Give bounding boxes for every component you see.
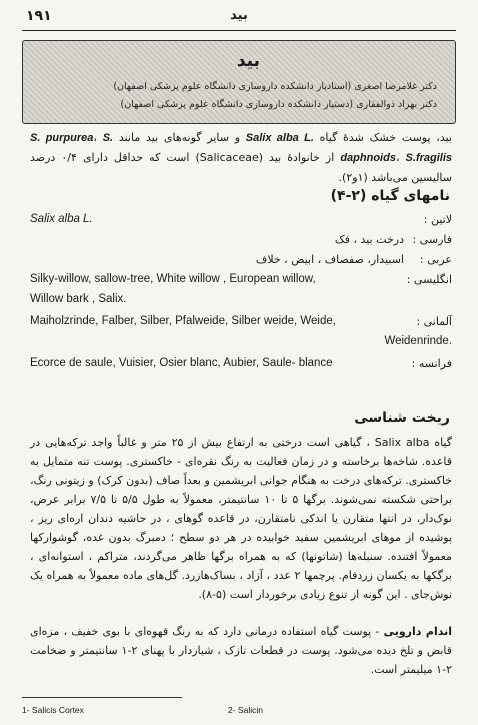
intro-text-2: و سایر گونه‌های بید مانند bbox=[118, 131, 241, 144]
names-heading: نامهای گیاه (۲-۴) bbox=[330, 188, 450, 204]
latin-label: لاتین : bbox=[423, 213, 452, 226]
drug-part-paragraph bbox=[30, 622, 452, 679]
drug-part-text: - پوست گیاه استفاده درمانی دارد که به رنگ قهوه‌ای با بوی خفیف ، مزه‌ای قابض و تلخ دیده می‌شود. پوست در قطعات نازک ، شیاردار با پهنای ۲-۱ سانتیمتر و ضخامت ۲-۱ میلیمتر است. bbox=[30, 625, 452, 676]
french-name-row bbox=[30, 357, 452, 375]
page-number: ۱۹۱ bbox=[26, 8, 52, 24]
latin-value: Salix alba L. bbox=[30, 213, 93, 225]
english-value-2: Willow bark , Salix. bbox=[30, 293, 127, 305]
persian-name-row bbox=[30, 233, 452, 251]
footnote-2: 2- Salicin bbox=[228, 705, 263, 715]
intro-text-3: از خانوادهٔ بید (Salicaceae) است که حداقل دارای ۰/۴ درصد سالیسین bbox=[30, 151, 452, 184]
intro-text-4: می‌باشد (۱و۲). bbox=[338, 171, 408, 184]
intro-paragraph bbox=[30, 128, 452, 187]
french-label: فرانسه : bbox=[411, 357, 452, 370]
persian-value: درخت بید ، فک bbox=[334, 233, 404, 246]
page-header bbox=[22, 8, 456, 31]
intro-separator-2: ، bbox=[395, 151, 400, 164]
intro-separator-1: ، bbox=[93, 131, 97, 144]
chapter-title-box bbox=[22, 40, 456, 124]
author-line-1: دکتر غلامرضا اصغری (استادیار دانشکده داروسازی دانشگاه علوم پزشکی اصفهان) bbox=[113, 81, 437, 92]
footnote-1: 1- Salicis Cortex bbox=[22, 705, 84, 715]
german-value-1: Maiholzrinde, Falber, Silber, Pfalweide, Silber weide, Weide, bbox=[30, 315, 336, 327]
persian-label: فارسی : bbox=[412, 233, 452, 246]
arabic-name-row bbox=[30, 253, 452, 271]
german-name-row-2 bbox=[30, 335, 452, 353]
arabic-label: عربی : bbox=[419, 253, 452, 266]
species-salix-alba: Salix alba L. bbox=[245, 132, 314, 144]
drug-part-label: اندام دارویی bbox=[383, 625, 453, 638]
latin-name-row bbox=[30, 213, 452, 231]
english-label: انگلیسی : bbox=[406, 273, 452, 286]
german-value-2: Weidenrinde. bbox=[384, 335, 452, 347]
english-value-1: Silky-willow, sallow-tree, White willow , European willow, bbox=[30, 273, 316, 285]
species-abbrev: S. bbox=[102, 132, 114, 144]
german-label: آلمانی : bbox=[416, 315, 452, 328]
running-title: بید bbox=[230, 8, 248, 23]
chapter-title: بید bbox=[236, 51, 260, 71]
french-value: Ecorce de saule, Vuisier, Osier blanc, Aubier, Saule- blance bbox=[30, 357, 333, 369]
morphology-paragraph: گیاه Salix alba ، گیاهی است درختی به ارتفاع بیش از ۲۵ متر و غالباً واجد ترکه‌هایی در قاعده. شاخه‌ها برخاسته و در زمان فعالیت به رنگ نقره‌ای - خاکستری. پوست تنه متمایل به خاکستری. ترکه‌های درخت به هنگام جوانی ابریشمین و بعداً صاف (بدون کرک) و زیتونی رنگ، براحتی شکسته نمی‌شوند. برگها ۵ تا ۱۰ سانتیمتر، معمولاً به طول ۵/۵ تا ۷/۵ برابر عرض، نوک‌دار، در انتها متقارن یا اندکی نامتقارن، در قاعده گوهای ، در حاشیه دندان اره‌ای ریز ، پوشیده از موهای ابریشمین سفید خوابیده در هر دو سطح ؛ دمبرگ بدون غده، گوشوارکها معمولاً افتنده. سنبله‌ها (شاتونها) که به همراه برگها ظاهر می‌گردند، متراکم ، استوانه‌ای ، برگکها به یکسان زردفام. پرچمها ۲ عدد ، آزاد ، بساک‌هازرد. گل‌های ماده معمولاً به همراه یک نوش‌جای . این گونه از تنوع زیادی برخوردار است (۵-۸). bbox=[30, 436, 453, 601]
species-purpurea: S. purpurea bbox=[30, 132, 94, 144]
arabic-value: اسبیدار، صفصاف ، ابیض ، خلاف bbox=[255, 253, 404, 266]
intro-text-1: بید، پوست خشک شدهٔ گیاه bbox=[319, 131, 452, 144]
footnote-rule bbox=[22, 697, 182, 698]
species-fragilis: S.fragilis bbox=[405, 152, 453, 164]
german-name-row bbox=[30, 315, 452, 333]
english-name-row-2 bbox=[30, 293, 452, 311]
species-daphnoids: daphnoids bbox=[340, 152, 396, 164]
english-name-row bbox=[30, 273, 452, 291]
author-line-2: دکتر بهزاد ذوالفقاری (دستیار دانشکده داروسازی دانشگاه علوم پزشکی اصفهان) bbox=[120, 99, 437, 110]
morphology-heading: ریخت شناسی bbox=[354, 410, 450, 426]
